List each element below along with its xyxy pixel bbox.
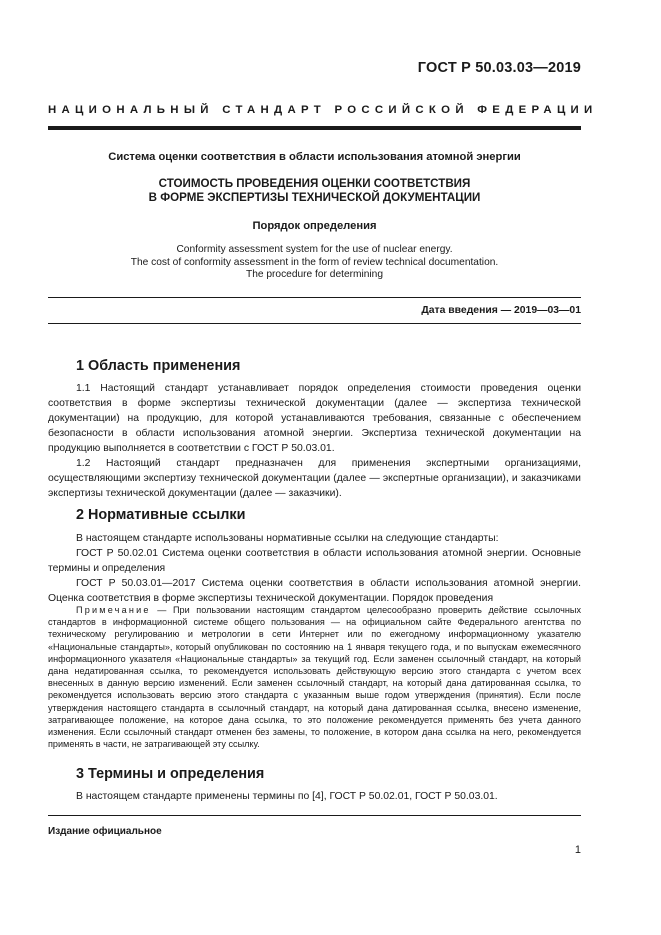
header-divider <box>48 126 581 130</box>
footer-divider <box>48 815 581 816</box>
paragraph-1-1: 1.1 Настоящий стандарт устанавливает порядок определения стоимости проведения оценки соответствия в форме экспертизы технической документации (далее — экспертиза технической документации) на продукцию, для которой устанавливаются требования, связанные с обеспечением безопасности в области использования атомной энергии. Экспертиза технической документации на продукцию выполняется в соответствии с ГОСТ Р 50.03.01. <box>48 383 581 454</box>
paragraph-2-3: ГОСТ Р 50.03.01—2017 Система оценки соответствия в области использования атомной энергии. Оценка соответствия в форме экспертизы технической документации. Порядок проведения <box>48 578 581 604</box>
note-text: — При пользовании настоящим стандартом целесообразно проверить действие ссылочных стандартов в информационной системе общего пользования — на официальном сайте Федерального агентства по техническому регулированию и метрологии в сети Интернет или по ежегодному информационному указателю «Национальные стандарты», который опубликован по состоянию на 1 января текущего года, и по выпускам ежемесячного информационного указателя «Национальные стандарты» за текущий год. Если заменен ссылочный стандарт, на который дана недатированная ссылка, то рекомендуется использовать действующую версию этого стандарта с учетом всех внесенных в данную версию изменений. Если заменен ссылочный стандарт, на который дана датированная ссылка, то рекомендуется использовать версию этого стандарта с указанным выше годом утверждения (принятия). Если после утверждения настоящего стандарта в ссылочный стандарт, на который дана датированная ссылка, внесено изменение, затрагивающее положение, на которое дана ссылка, то это положение рекомендуется применять без учета данного изменения. Если ссылочный стандарт отменен без замены, то положение, в котором дана ссылка на него, рекомендуется применять в части, не затрагивающей эту ссылку. <box>48 605 581 750</box>
document-title <box>48 177 581 205</box>
section-2-heading: 2 Нормативные ссылки <box>76 507 246 523</box>
date-divider <box>48 323 581 324</box>
section-3-heading: 3 Термины и определения <box>76 766 265 782</box>
title-line-2: В ФОРМЕ ЭКСПЕРТИЗЫ ТЕХНИЧЕСКОЙ ДОКУМЕНТАЦИИ <box>148 190 481 204</box>
section-1-body <box>48 381 581 501</box>
document-code: ГОСТ Р 50.03.03—2019 <box>417 60 581 76</box>
title-line-1: СТОИМОСТЬ ПРОВЕДЕНИЯ ОЦЕНКИ СООТВЕТСТВИЯ <box>158 177 471 190</box>
english-line-2: The cost of conformity assessment in the form of review technical documentation. <box>130 256 499 268</box>
section-2-note <box>48 604 581 750</box>
title-divider <box>48 297 581 298</box>
english-line-3: The procedure for determining <box>245 269 384 281</box>
paragraph-1-2: 1.2 Настоящий стандарт предназначен для применения экспертными организациями, осуществляющими экспертизу технической документации (далее — экспертные организации), и заказчиками экспертизы технической документации (далее — заказчики). <box>48 458 581 499</box>
document-subtitle: Порядок определения <box>252 220 377 232</box>
paragraph-2-2: ГОСТ Р 50.02.01 Система оценки соответствия в области использования атомной энергии. Основные термины и определения <box>48 548 581 574</box>
introduction-date: Дата введения — 2019—03—01 <box>421 305 581 316</box>
english-title <box>48 244 581 282</box>
paragraph-2-1: В настоящем стандарте использованы нормативные ссылки на следующие стандарты: <box>76 533 499 544</box>
page-number: 1 <box>574 844 581 856</box>
system-name: Система оценки соответствия в области использования атомной энергии <box>108 151 521 163</box>
note-label: Примечание <box>76 605 151 615</box>
edition-label: Издание официальное <box>48 826 162 837</box>
section-2-body <box>48 531 581 606</box>
section-1-heading: 1 Область применения <box>76 358 241 374</box>
section-3-body <box>48 789 581 804</box>
national-standard-banner: НАЦИОНАЛЬНЫЙ СТАНДАРТ РОССИЙСКОЙ ФЕДЕРАЦИИ <box>48 104 598 116</box>
english-line-1: Conformity assessment system for the use of nuclear energy. <box>176 244 453 255</box>
paragraph-3-1: В настоящем стандарте применены термины по [4], ГОСТ Р 50.02.01, ГОСТ Р 50.03.01. <box>76 791 498 802</box>
